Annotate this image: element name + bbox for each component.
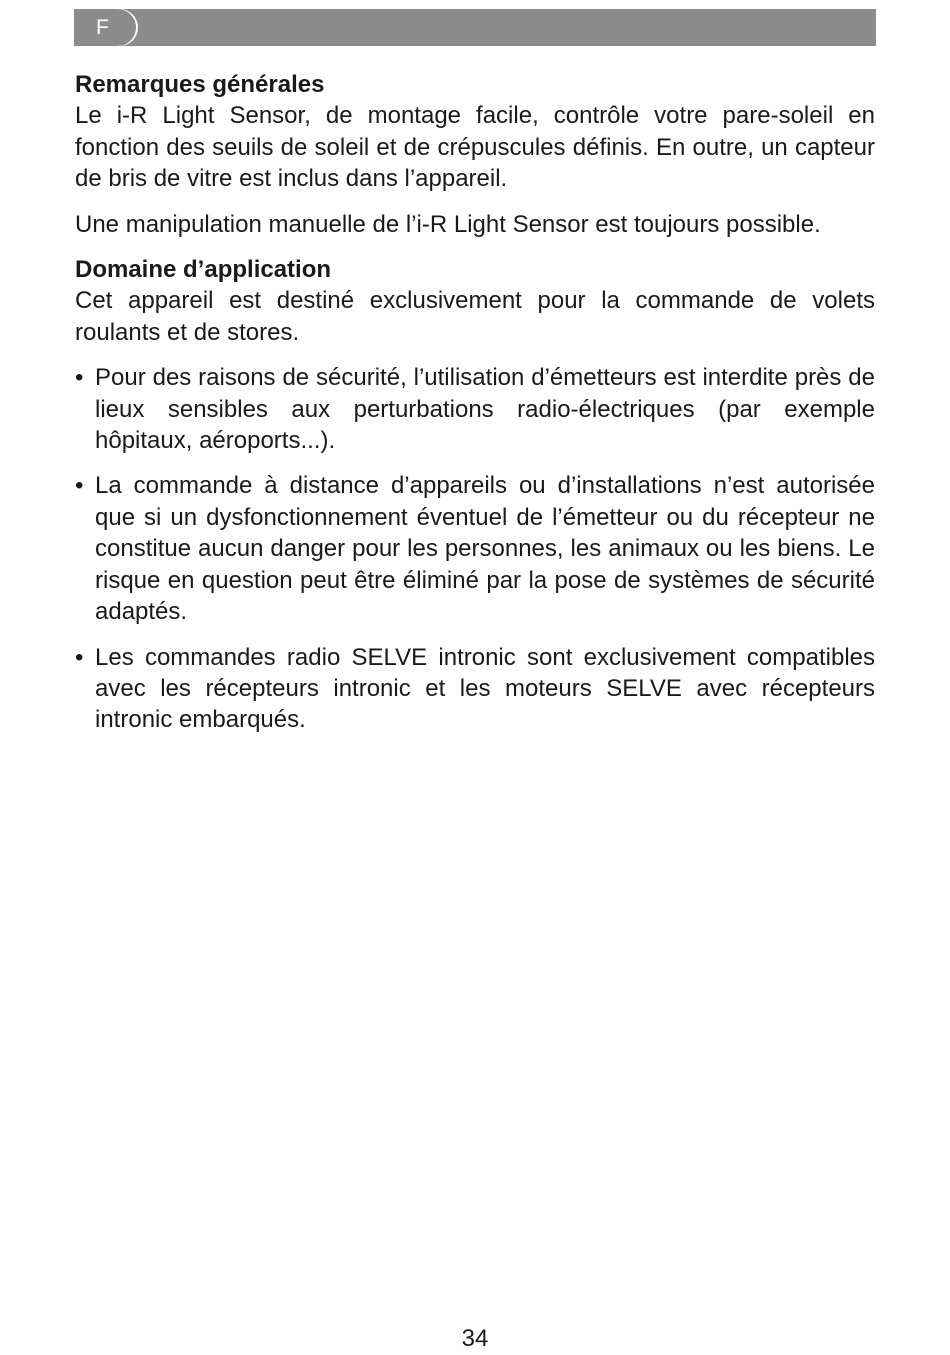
- bullet-icon: •: [75, 643, 84, 671]
- page-number: 34: [461, 1325, 489, 1352]
- bullet-item: [75, 642, 875, 736]
- application-paragraph-1: Cet appareil est destiné exclusivement pour la commande de volets roulants et de stores.: [75, 287, 875, 346]
- language-tab: F: [74, 9, 136, 46]
- bullet-item: [75, 362, 875, 456]
- bullet-item: [75, 470, 875, 627]
- safety-bullet-list: [75, 362, 875, 735]
- bullet-icon: •: [75, 472, 84, 500]
- general-paragraph-1: Le i-R Light Sensor, de montage facile, contrôle votre pare-soleil en fonction des seuils de soleil et de crépuscules définis. En outre, un capteur de bris de vitre est inclus dans l’appareil.: [75, 102, 875, 193]
- bullet-text: Pour des raisons de sécurité, l’utilisation d’émetteurs est interdite près de lieux sensibles aux perturbations radio-électriques (par exemple hôpitaux, aéroports...).: [95, 364, 875, 455]
- section-title-general: Remarques générales: [75, 71, 325, 98]
- page-content: [75, 69, 875, 750]
- general-paragraph-2: Une manipulation manuelle de l’i-R Light Sensor est toujours possible.: [75, 210, 821, 238]
- bullet-text: Les commandes radio SELVE intronic sont exclusivement compatibles avec les récepteurs intronic et les moteurs SELVE avec récepteurs intronic embarqués.: [95, 643, 875, 734]
- section-title-application: Domaine d’application: [75, 256, 332, 284]
- header-bar: [74, 9, 876, 46]
- bullet-icon: •: [75, 364, 84, 392]
- bullet-text: La commande à distance d’appareils ou d’installations n’est autorisée que si un dysfonctionnement éventuel de l’émetteur ou du récepteur ne constitue aucun danger pour les personnes, les animaux ou les biens. Le risque en question peut être éliminé par la pose de systèmes de sécurité adaptés.: [95, 472, 875, 626]
